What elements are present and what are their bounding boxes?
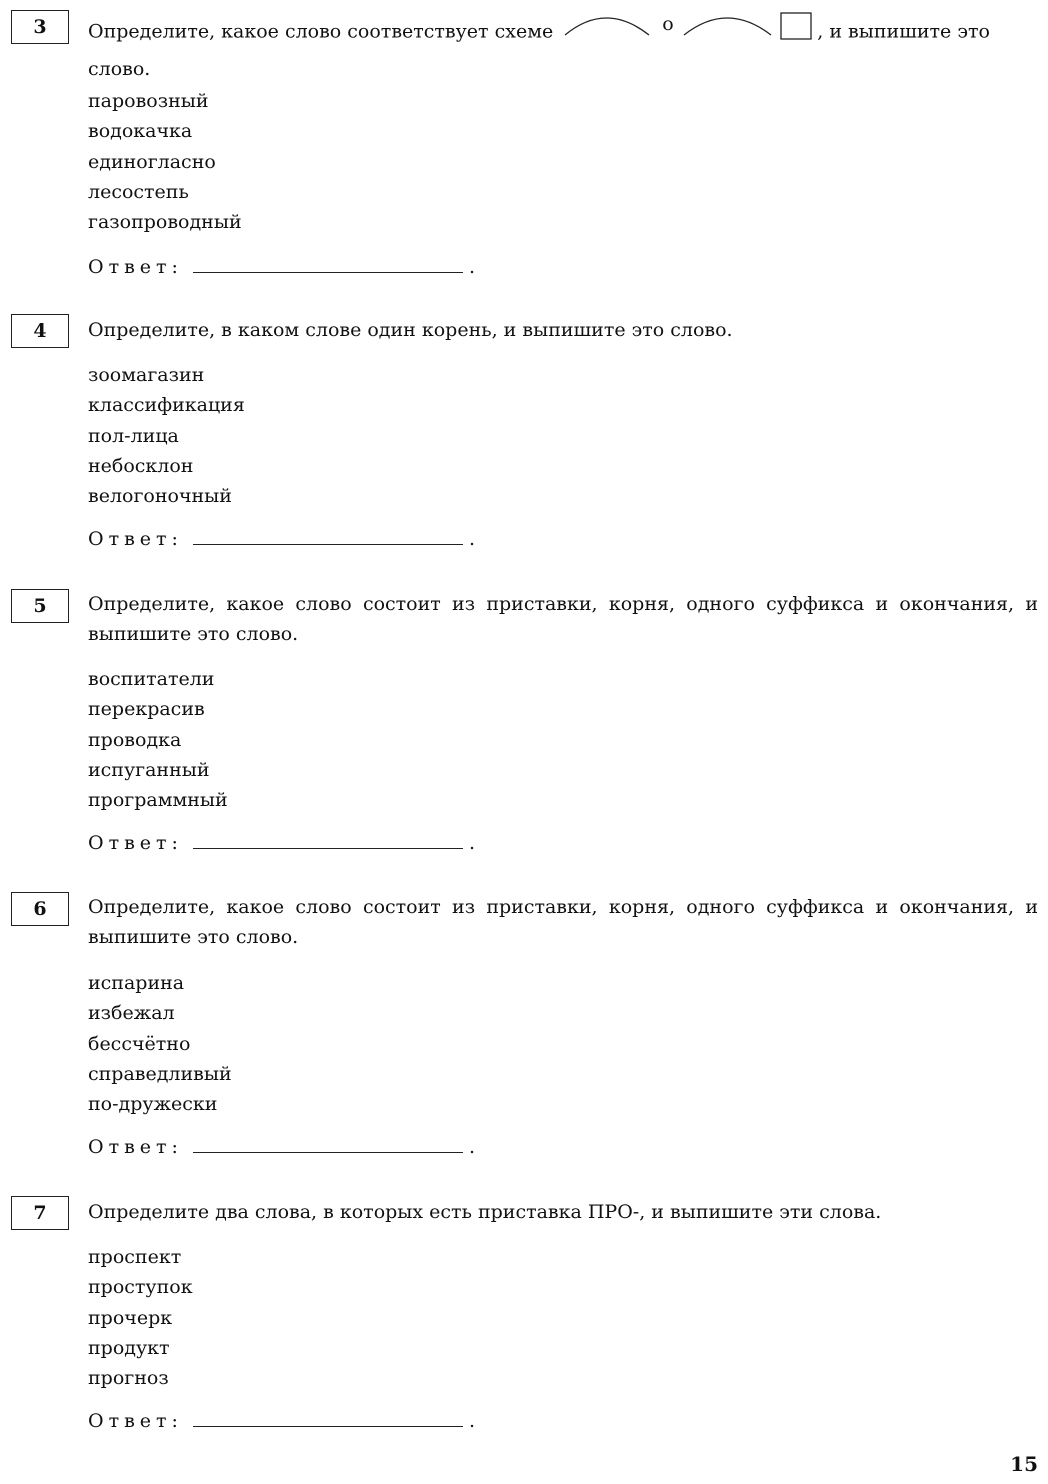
question-text-after: , и выпишите это слово.: [88, 20, 990, 80]
option-item: пол-лица: [88, 424, 179, 447]
answer-period: .: [468, 256, 475, 278]
options-list: [88, 968, 232, 1119]
morpheme-scheme: [559, 7, 817, 50]
task-question: Определите два слова, в которых есть приставка ПРО-, и выпишите эти слова.: [88, 1201, 882, 1223]
scheme-connecting-vowel: о: [662, 13, 674, 35]
option-item: программный: [88, 789, 228, 812]
option-item: единогласно: [88, 150, 216, 173]
option-item: зоомагазин: [88, 364, 205, 386]
page-number: 15: [1010, 1452, 1038, 1476]
answer-label: Ответ:: [88, 1410, 183, 1432]
answer-row: [88, 524, 475, 554]
answer-period: .: [468, 528, 475, 550]
options-list: [88, 664, 228, 815]
option-item: газопроводный: [88, 211, 242, 234]
options-list: [88, 1242, 193, 1393]
answer-period: .: [468, 1136, 475, 1158]
task-number-box: [11, 10, 69, 44]
answer-label: Ответ:: [88, 1136, 183, 1158]
option-item: продукт: [88, 1336, 170, 1359]
option-item: классификация: [88, 394, 245, 417]
answer-field[interactable]: [193, 526, 463, 545]
task-number-box: [11, 892, 69, 926]
options-list: [88, 360, 245, 511]
task-question: Определите, в каком слове один корень, и выпишите это слово.: [88, 319, 733, 341]
task-question: Определите, какое слово состоит из приставки, корня, одного суффикса и окончания, и выпишите это слово.: [88, 593, 1038, 645]
answer-period: .: [468, 832, 475, 854]
answer-field[interactable]: [193, 1134, 463, 1153]
option-item: справедливый: [88, 1062, 232, 1085]
answer-row: [88, 1406, 475, 1436]
option-item: водокачка: [88, 120, 193, 143]
option-item: прочерк: [88, 1306, 173, 1329]
task-number-box: [11, 589, 69, 623]
answer-label: Ответ:: [88, 832, 183, 854]
option-item: испуганный: [88, 758, 210, 781]
answer-field[interactable]: [193, 1408, 463, 1427]
option-item: велогоночный: [88, 485, 232, 508]
option-item: избежал: [88, 1002, 175, 1025]
option-item: по-дружески: [88, 1093, 218, 1116]
task-number: 5: [33, 595, 47, 617]
task-number: 7: [33, 1202, 47, 1224]
scheme-root-arc-icon: [559, 7, 817, 41]
task-question: [88, 11, 1038, 84]
answer-label: Ответ:: [88, 528, 183, 550]
task-number-box: [11, 314, 69, 348]
task-number-box: [11, 1196, 69, 1230]
option-item: воспитатели: [88, 668, 215, 690]
task-question: Определите, какое слово состоит из приставки, корня, одного суффикса и окончания, и выпишите это слово.: [88, 896, 1038, 948]
option-item: прогноз: [88, 1367, 169, 1390]
question-text-before: Определите, какое слово соответствует схеме: [88, 20, 554, 43]
task-number: 6: [33, 898, 47, 920]
option-item: проспект: [88, 1246, 182, 1268]
answer-label: Ответ:: [88, 256, 183, 278]
task-number: 3: [33, 16, 47, 38]
options-list: [88, 86, 242, 237]
option-item: испарина: [88, 972, 185, 994]
option-item: лесостепь: [88, 180, 189, 203]
option-item: паровозный: [88, 90, 209, 112]
answer-row: [88, 252, 475, 282]
answer-field[interactable]: [193, 830, 463, 849]
option-item: небосклон: [88, 454, 194, 477]
option-item: бессчётно: [88, 1032, 191, 1055]
answer-row: [88, 1132, 475, 1162]
answer-row: [88, 828, 475, 858]
option-item: проводка: [88, 728, 182, 751]
answer-period: .: [468, 1410, 475, 1432]
answer-field[interactable]: [193, 254, 463, 273]
option-item: перекрасив: [88, 698, 205, 721]
option-item: проступок: [88, 1276, 193, 1299]
task-number: 4: [33, 320, 47, 342]
